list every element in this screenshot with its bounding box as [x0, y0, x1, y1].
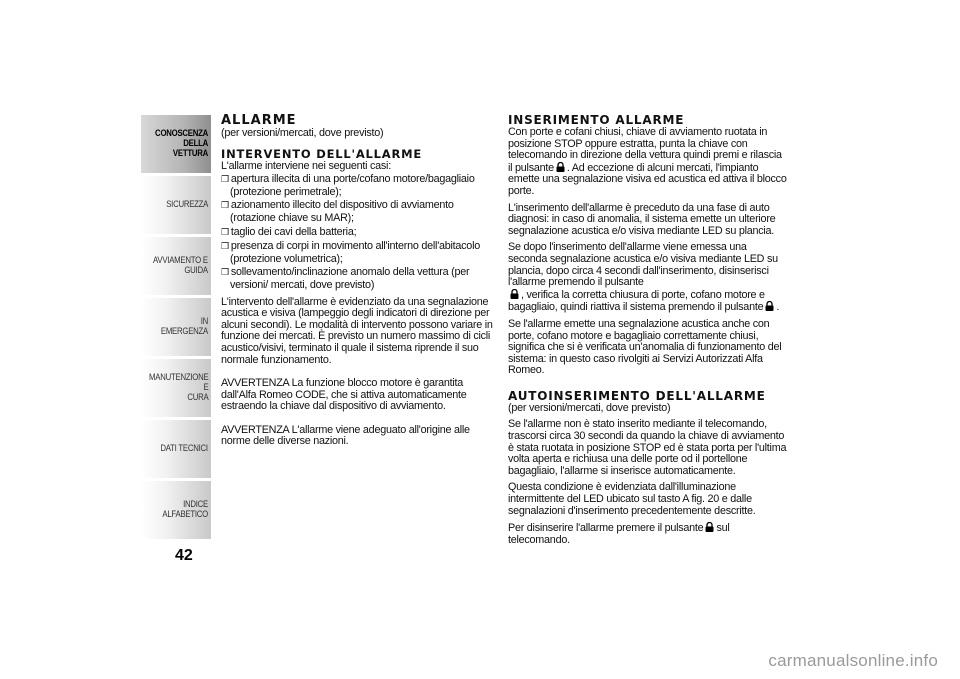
tab-manutenzione[interactable]: MANUTENZIONE E CURA — [141, 359, 211, 417]
tab-sicurezza[interactable]: SICUREZZA — [141, 176, 211, 234]
tab-emergenza[interactable]: IN EMERGENZA — [141, 298, 211, 356]
page-number: 42 — [175, 547, 193, 564]
tab-dati-tecnici[interactable]: DATI TECNICI — [141, 420, 211, 478]
list-item: ❒ apertura illecita di una porte/cofano motore/bagagliaio (protezione perimetrale); — [221, 174, 493, 198]
autoinserimento-p3: Per disinserire l'allarme premere il pulsante sul telecomando. — [508, 522, 730, 546]
lock-icon — [705, 522, 714, 532]
autoinserimento-p2: Questa condizione è evidenziata dall'illuminazione intermittente del LED ubicato sul tasto A fig. 20 e dalle segnalazioni d'inserimento precedentemente descritte. — [508, 481, 756, 517]
autoinserimento-p1: Se l'allarme non è stato inserito mediante il telecomando, trascorsi circa 30 secondi da quando la chiave di avviamento è stata ruotata in posizione STOP ed è stata porta per l'ultima volta aperta e richiusa una delle porte od il portellone bagagliaio, l'allarme si inserisce automaticamente. — [508, 418, 787, 477]
chapter-sidebar — [141, 115, 211, 542]
list-item: ❒ sollevamento/inclinazione anomalo della vettura (per versioni/ mercati, dove previsto) — [221, 267, 493, 291]
allarme-subtitle: (per versioni/mercati, dove previsto) — [221, 127, 384, 139]
intervento-title: INTERVENTO DELL'ALLARME — [221, 146, 423, 161]
intervento-intro: L'allarme interviene nei seguenti casi: — [221, 159, 391, 172]
lock-icon — [556, 162, 565, 172]
allarme-title: ALLARME — [221, 113, 297, 128]
list-item: ❒ taglio dei cavi della batteria; — [221, 227, 493, 240]
watermark: carmanualsonline.info — [768, 651, 938, 670]
list-item: ❒ presenza di corpi in movimento all'interno dell'abitacolo (protezione volumetrica); — [221, 241, 493, 265]
tab-avviamento[interactable]: AVVIAMENTO E GUIDA — [141, 237, 211, 295]
tab-conoscenza[interactable]: CONOSCENZA DELLA VETTURA — [141, 115, 211, 173]
inserimento-title: INSERIMENTO ALLARME — [508, 113, 685, 127]
autoinserimento-title: AUTOINSERIMENTO DELL'ALLARME — [508, 388, 766, 403]
lock-icon — [510, 289, 519, 299]
inserimento-p4: Se l'allarme emette una segnalazione acustica anche con porte, cofano motore e bagagliaio correttamente chiusi, significa che si è verificata un'anomalia di funzionamento del sistema: in questo caso rivolgiti ai Servizi Autorizzati Alfa Romeo. — [508, 317, 782, 377]
inserimento-p1: Con porte e cofani chiusi, chiave di avviamento ruotata in posizione STOP oppure estratta, punta la chiave con telecomando in direzione della vettura quindi premi e rilascia il pulsante . Ad eccezione di alcuni mercati, l'impianto emette una segnalazione visiva ed acustica ed attiva il blocco porte. — [508, 126, 787, 197]
lock-icon — [765, 301, 774, 311]
warning-norme: AVVERTENZA L'allarme viene adeguato all'origine alle norme delle diverse nazioni. — [221, 423, 470, 448]
inserimento-p2: L'inserimento dell'allarme è preceduto da una fase di auto diagnosi: in caso di anomalia, il sistema emette un ulteriore segnalazione acustica e/o visiva mediante LED su plancia. — [508, 201, 776, 237]
autoinserimento-subtitle: (per versioni/mercati, dove previsto) — [508, 401, 671, 414]
intervento-list — [221, 174, 493, 291]
tab-indice[interactable]: INDICE ALFABETICO — [141, 481, 211, 539]
warning-code: AVVERTENZA La funzione blocco motore è garantita dall'Alfa Romeo CODE, che si attiva automaticamente estraendo la chiave dal dispositivo di avviamento. — [221, 377, 467, 413]
right-column — [508, 113, 788, 546]
intervento-paragraph: L'intervento dell'allarme è evidenziato da una segnalazione acustica e visiva (lampeggio degli indicatori di direzione per alcuni secondi). Le modalità di intervento possono variare in funzione dei mercati. È previsto un numero massimo di cicli acustico/visivi, terminato il quale il sistema riprende il suo normale funzionamento. — [221, 295, 493, 366]
left-column — [221, 113, 493, 448]
list-item: ❒ azionamento illecito del dispositivo di avviamento (rotazione chiave su MAR); — [221, 200, 493, 224]
inserimento-p3: Se dopo l'inserimento dell'allarme viene emessa una seconda segnalazione acustica e/o visiva mediante LED su plancia, dopo circa 4 secondi dall'inserimento, disinserisci l'allarme premendo il pulsante , verifica la corretta chiusura di porte, cofano motore e bagagliaio, quindi riattiva il sistema premendo il pulsante . — [508, 241, 780, 314]
